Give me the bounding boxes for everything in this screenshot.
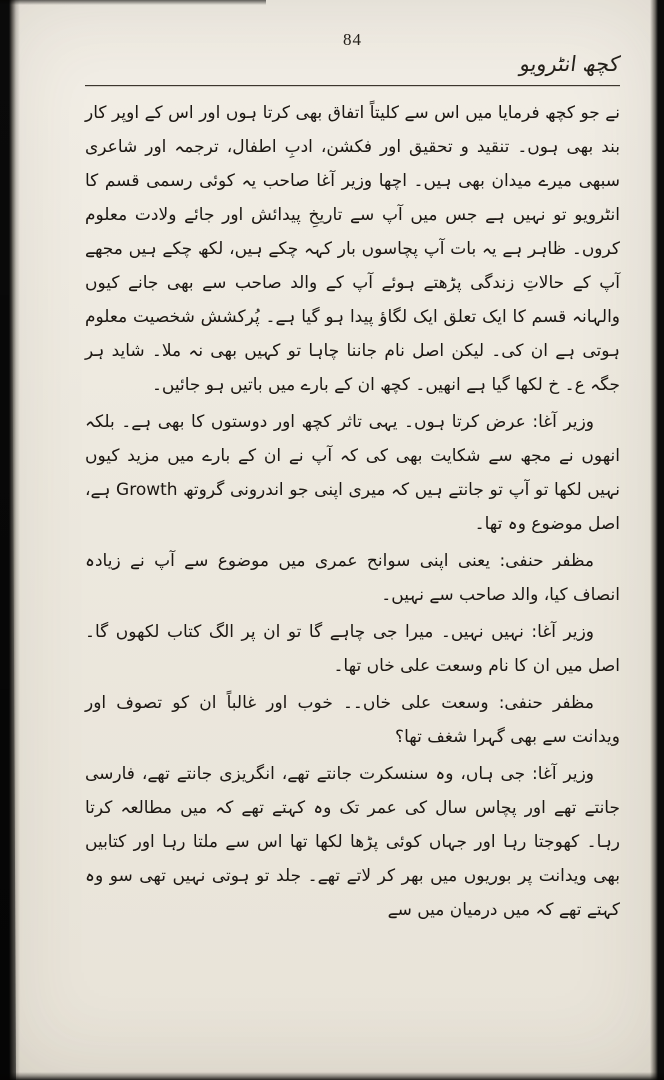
page-number: 84: [343, 30, 362, 49]
speaker-name: مظفر حنفی:: [490, 551, 594, 571]
page-header: [85, 52, 620, 76]
scan-edge-left: [0, 0, 20, 1080]
speaker-name: وزیر آغا:: [525, 764, 595, 784]
paragraph: وزیر آغا: عرض کرتا ہوں۔ یہی تاثر کچھ اور دوستوں کا بھی ہے۔ بلکہ انھوں نے مجھ سے شکایت بھی کی کہ آپ نے ان کے بارے میں مزید کیوں نہیں لکھا تو آپ تو جانتے ہیں کہ میری اپنی جو اندرونی گروتھ Growth ہے، اصل موضوع وہ تھا۔: [85, 412, 621, 534]
header-rule: [85, 85, 620, 86]
page-column: [85, 30, 620, 927]
paragraph: وزیر آغا: جی ہاں، وہ سنسکرت جانتے تھے، انگریزی جانتے تھے، فارسی جانتے تھے اور پچاس سال کی عمر تک وہ کہتے تھے کہ میں مطالعہ کرتا رہا۔ کھوجتا رہا اور جہاں کوئی پڑھا لکھا تھا اس سے ملتا رہا اور کتابیں بھی ویدانت پر بوریوں میں بھر کر لاتے تھے۔ جلد تو ہوتی نہیں تھی سو وہ کہتے تھے کہ میں درمیان میں سے: [85, 764, 620, 920]
scan-edge-top: [0, 0, 266, 5]
header-title: کچھ انٹرویو: [518, 52, 622, 76]
scan-edge-bottom: [0, 1072, 664, 1080]
paragraph: مظفر حنفی: یعنی اپنی سوانح عمری میں موضوع سے آپ نے زیادہ انصاف کیا، والد صاحب سے نہیں۔: [85, 551, 620, 605]
speaker-name: مظفر حنفی:: [488, 693, 594, 713]
speaker-name: وزیر آغا:: [523, 622, 594, 642]
speaker-name: وزیر آغا:: [525, 412, 595, 432]
page-body: [85, 96, 620, 927]
scan-edge-right: [650, 0, 664, 1080]
paragraph: مظفر حنفی: وسعت علی خاں۔۔ خوب اور غالباً ان کو تصوف اور ویدانت سے بھی گہرا شغف تھا؟: [85, 693, 620, 747]
paragraph: نے جو کچھ فرمایا میں اس سے کلیتاً اتفاق بھی کرتا ہوں اور اس کے اوپر کار بند بھی ہوں۔ تنقید و تحقیق اور فکشن، ادبِ اطفال، ترجمہ اور شاعری سبھی میرے میدان بھی ہیں۔ اچھا وزیر آغا صاحب یہ کوئی رسمی قسم کا انٹرویو تو نہیں ہے جس میں آپ سے تاریخِ پیدائش اور جائے ولادت معلوم کروں۔ ظاہر ہے یہ بات آپ پچاسوں بار کہہ چکے ہیں، لکھ چکے ہیں مجھے آپ کے حالاتِ زندگی پڑھتے ہوئے آپ کے والد صاحب سے بھی جانے کیوں والہانہ قسم کا ایک تعلق ایک لگاؤ پیدا ہو گیا ہے۔ پُرکشش شخصیت معلوم ہوتی ہے ان کی۔ لیکن اصل نام جاننا چاہا تو کہیں بھی نہ ملا۔ شاید ہر جگہ ع۔ خ لکھا گیا ہے انھیں۔ کچھ ان کے بارے میں باتیں ہو جائیں۔: [85, 103, 620, 395]
paragraph: وزیر آغا: نہیں نہیں۔ میرا جی چاہے گا تو ان پر الگ کتاب لکھوں گا۔ اصل میں ان کا نام وسعت علی خاں تھا۔: [85, 622, 620, 676]
